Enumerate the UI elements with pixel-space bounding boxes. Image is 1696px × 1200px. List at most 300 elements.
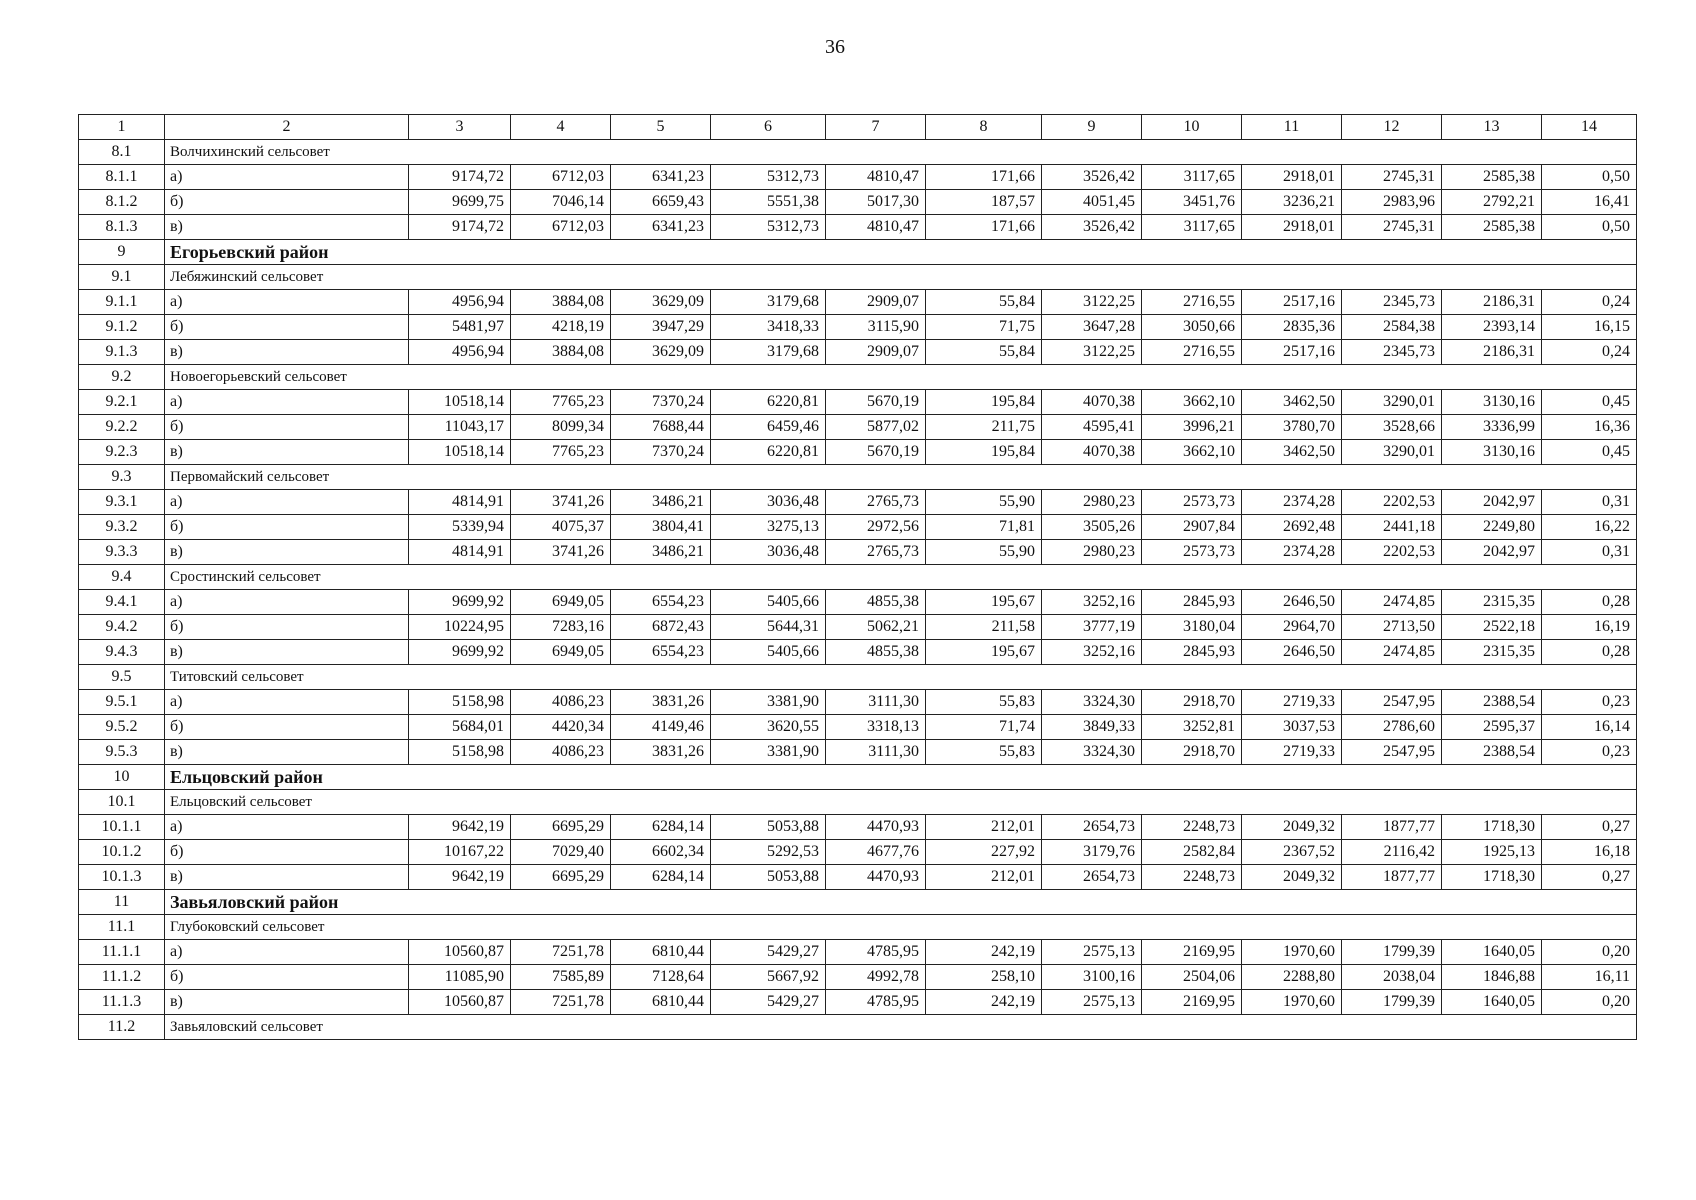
value-cell: 171,66 — [926, 215, 1042, 240]
row-code: 9.5.1 — [79, 690, 165, 715]
value-cell: 3324,30 — [1042, 690, 1142, 715]
value-cell: 2575,13 — [1042, 990, 1142, 1015]
value-cell: 6341,23 — [611, 165, 711, 190]
table-row — [79, 815, 1637, 840]
row-code: 9.1.1 — [79, 290, 165, 315]
value-cell: 4785,95 — [826, 990, 926, 1015]
value-cell: 4814,91 — [409, 540, 511, 565]
value-cell: 0,20 — [1542, 940, 1637, 965]
column-header: 9 — [1042, 115, 1142, 140]
value-cell: 4420,34 — [511, 715, 611, 740]
council-row — [79, 1015, 1637, 1040]
value-cell: 55,84 — [926, 340, 1042, 365]
value-cell: 3252,16 — [1042, 590, 1142, 615]
value-cell: 5481,97 — [409, 315, 511, 340]
row-label: в) — [165, 740, 409, 765]
value-cell: 2745,31 — [1342, 165, 1442, 190]
column-header: 2 — [165, 115, 409, 140]
value-cell: 195,67 — [926, 590, 1042, 615]
table-row — [79, 965, 1637, 990]
row-code: 9.4.3 — [79, 640, 165, 665]
value-cell: 171,66 — [926, 165, 1042, 190]
value-cell: 9642,19 — [409, 865, 511, 890]
council-row — [79, 465, 1637, 490]
value-cell: 3662,10 — [1142, 440, 1242, 465]
row-code: 8.1.2 — [79, 190, 165, 215]
value-cell: 2716,55 — [1142, 290, 1242, 315]
column-header: 3 — [409, 115, 511, 140]
value-cell: 3130,16 — [1442, 440, 1542, 465]
row-code: 11 — [79, 890, 165, 915]
value-cell: 5877,02 — [826, 415, 926, 440]
value-cell: 0,27 — [1542, 865, 1637, 890]
value-cell: 227,92 — [926, 840, 1042, 865]
value-cell: 3236,21 — [1242, 190, 1342, 215]
council-title: Лебяжинский сельсовет — [165, 265, 1637, 290]
value-cell: 2288,80 — [1242, 965, 1342, 990]
value-cell: 2745,31 — [1342, 215, 1442, 240]
row-code: 9.1 — [79, 265, 165, 290]
value-cell: 3620,55 — [711, 715, 826, 740]
council-row — [79, 790, 1637, 815]
value-cell: 3252,16 — [1042, 640, 1142, 665]
row-code: 11.1 — [79, 915, 165, 940]
value-cell: 7046,14 — [511, 190, 611, 215]
value-cell: 195,84 — [926, 440, 1042, 465]
table-row — [79, 715, 1637, 740]
column-header: 13 — [1442, 115, 1542, 140]
value-cell: 2522,18 — [1442, 615, 1542, 640]
value-cell: 7765,23 — [511, 440, 611, 465]
value-cell: 2980,23 — [1042, 490, 1142, 515]
value-cell: 3486,21 — [611, 540, 711, 565]
value-cell: 3117,65 — [1142, 165, 1242, 190]
value-cell: 3505,26 — [1042, 515, 1142, 540]
value-cell: 2713,50 — [1342, 615, 1442, 640]
value-cell: 195,67 — [926, 640, 1042, 665]
row-code: 9.3.1 — [79, 490, 165, 515]
district-title: Ельцовский район — [165, 765, 1637, 790]
value-cell: 2547,95 — [1342, 740, 1442, 765]
value-cell: 3180,04 — [1142, 615, 1242, 640]
row-label: б) — [165, 315, 409, 340]
row-label: а) — [165, 165, 409, 190]
value-cell: 6554,23 — [611, 640, 711, 665]
row-code: 8.1.3 — [79, 215, 165, 240]
value-cell: 2964,70 — [1242, 615, 1342, 640]
council-title: Ельцовский сельсовет — [165, 790, 1637, 815]
value-cell: 3996,21 — [1142, 415, 1242, 440]
value-cell: 3884,08 — [511, 340, 611, 365]
value-cell: 2116,42 — [1342, 840, 1442, 865]
row-label: в) — [165, 440, 409, 465]
row-code: 11.1.1 — [79, 940, 165, 965]
value-cell: 5292,53 — [711, 840, 826, 865]
column-header: 12 — [1342, 115, 1442, 140]
value-cell: 6284,14 — [611, 865, 711, 890]
value-cell: 2315,35 — [1442, 640, 1542, 665]
value-cell: 2474,85 — [1342, 590, 1442, 615]
value-cell: 3831,26 — [611, 690, 711, 715]
row-code: 9.4 — [79, 565, 165, 590]
value-cell: 3526,42 — [1042, 215, 1142, 240]
value-cell: 9699,75 — [409, 190, 511, 215]
value-cell: 4956,94 — [409, 340, 511, 365]
row-code: 9.5.3 — [79, 740, 165, 765]
value-cell: 5158,98 — [409, 740, 511, 765]
value-cell: 2918,01 — [1242, 165, 1342, 190]
value-cell: 6459,46 — [711, 415, 826, 440]
value-cell: 2367,52 — [1242, 840, 1342, 865]
council-title: Новоегорьевский сельсовет — [165, 365, 1637, 390]
value-cell: 6554,23 — [611, 590, 711, 615]
value-cell: 3462,50 — [1242, 440, 1342, 465]
value-cell: 3849,33 — [1042, 715, 1142, 740]
value-cell: 6712,03 — [511, 215, 611, 240]
value-cell: 6810,44 — [611, 990, 711, 1015]
value-cell: 2595,37 — [1442, 715, 1542, 740]
row-code: 9.2.1 — [79, 390, 165, 415]
value-cell: 1877,77 — [1342, 815, 1442, 840]
value-cell: 10518,14 — [409, 440, 511, 465]
value-cell: 16,41 — [1542, 190, 1637, 215]
value-cell: 3526,42 — [1042, 165, 1142, 190]
district-row — [79, 890, 1637, 915]
value-cell: 9174,72 — [409, 165, 511, 190]
value-cell: 4470,93 — [826, 815, 926, 840]
value-cell: 4677,76 — [826, 840, 926, 865]
value-cell: 3741,26 — [511, 540, 611, 565]
value-cell: 2042,97 — [1442, 490, 1542, 515]
value-cell: 2786,60 — [1342, 715, 1442, 740]
value-cell: 3117,65 — [1142, 215, 1242, 240]
value-cell: 2248,73 — [1142, 865, 1242, 890]
value-cell: 10560,87 — [409, 990, 511, 1015]
value-cell: 2202,53 — [1342, 490, 1442, 515]
value-cell: 1640,05 — [1442, 940, 1542, 965]
value-cell: 1970,60 — [1242, 990, 1342, 1015]
value-cell: 3036,48 — [711, 540, 826, 565]
column-header: 6 — [711, 115, 826, 140]
row-code: 9.3.2 — [79, 515, 165, 540]
row-label: а) — [165, 940, 409, 965]
value-cell: 2909,07 — [826, 340, 926, 365]
value-cell: 6659,43 — [611, 190, 711, 215]
value-cell: 5053,88 — [711, 865, 826, 890]
value-cell: 3036,48 — [711, 490, 826, 515]
value-cell: 2388,54 — [1442, 740, 1542, 765]
value-cell: 2719,33 — [1242, 740, 1342, 765]
value-cell: 6810,44 — [611, 940, 711, 965]
value-cell: 16,11 — [1542, 965, 1637, 990]
value-cell: 3947,29 — [611, 315, 711, 340]
value-cell: 3741,26 — [511, 490, 611, 515]
value-cell: 2646,50 — [1242, 640, 1342, 665]
row-label: б) — [165, 415, 409, 440]
value-cell: 5684,01 — [409, 715, 511, 740]
value-cell: 3528,66 — [1342, 415, 1442, 440]
value-cell: 2504,06 — [1142, 965, 1242, 990]
value-cell: 5551,38 — [711, 190, 826, 215]
row-code: 9.4.1 — [79, 590, 165, 615]
value-cell: 2692,48 — [1242, 515, 1342, 540]
row-label: б) — [165, 615, 409, 640]
value-cell: 2315,35 — [1442, 590, 1542, 615]
row-label: в) — [165, 640, 409, 665]
value-cell: 9699,92 — [409, 590, 511, 615]
row-label: а) — [165, 490, 409, 515]
value-cell: 6872,43 — [611, 615, 711, 640]
row-code: 9.5 — [79, 665, 165, 690]
value-cell: 2038,04 — [1342, 965, 1442, 990]
row-code: 9.2.2 — [79, 415, 165, 440]
value-cell: 2654,73 — [1042, 865, 1142, 890]
value-cell: 71,74 — [926, 715, 1042, 740]
value-cell: 0,27 — [1542, 815, 1637, 840]
row-label: в) — [165, 540, 409, 565]
column-header: 11 — [1242, 115, 1342, 140]
table-row — [79, 415, 1637, 440]
row-label: в) — [165, 340, 409, 365]
value-cell: 3111,30 — [826, 690, 926, 715]
value-cell: 3418,33 — [711, 315, 826, 340]
table-row — [79, 865, 1637, 890]
value-cell: 10224,95 — [409, 615, 511, 640]
column-header: 1 — [79, 115, 165, 140]
value-cell: 212,01 — [926, 815, 1042, 840]
value-cell: 3381,90 — [711, 690, 826, 715]
row-code: 11.1.3 — [79, 990, 165, 1015]
table-row — [79, 390, 1637, 415]
value-cell: 4785,95 — [826, 940, 926, 965]
value-cell: 55,90 — [926, 490, 1042, 515]
value-cell: 1925,13 — [1442, 840, 1542, 865]
value-cell: 6284,14 — [611, 815, 711, 840]
value-cell: 2980,23 — [1042, 540, 1142, 565]
row-label: б) — [165, 190, 409, 215]
column-header: 8 — [926, 115, 1042, 140]
table-row — [79, 940, 1637, 965]
value-cell: 3290,01 — [1342, 440, 1442, 465]
column-header: 7 — [826, 115, 926, 140]
row-label: б) — [165, 715, 409, 740]
value-cell: 187,57 — [926, 190, 1042, 215]
value-cell: 1718,30 — [1442, 815, 1542, 840]
council-title: Завьяловский сельсовет — [165, 1015, 1637, 1040]
value-cell: 6341,23 — [611, 215, 711, 240]
council-row — [79, 565, 1637, 590]
value-cell: 3100,16 — [1042, 965, 1142, 990]
value-cell: 2049,32 — [1242, 815, 1342, 840]
value-cell: 3629,09 — [611, 290, 711, 315]
row-label: а) — [165, 815, 409, 840]
value-cell: 1877,77 — [1342, 865, 1442, 890]
value-cell: 1799,39 — [1342, 990, 1442, 1015]
table-row — [79, 515, 1637, 540]
value-cell: 3831,26 — [611, 740, 711, 765]
value-cell: 2909,07 — [826, 290, 926, 315]
value-cell: 195,84 — [926, 390, 1042, 415]
value-cell: 2202,53 — [1342, 540, 1442, 565]
value-cell: 3884,08 — [511, 290, 611, 315]
table-row — [79, 540, 1637, 565]
value-cell: 2374,28 — [1242, 540, 1342, 565]
table-row — [79, 615, 1637, 640]
value-cell: 3115,90 — [826, 315, 926, 340]
district-title: Егорьевский район — [165, 240, 1637, 265]
value-cell: 16,15 — [1542, 315, 1637, 340]
value-cell: 0,28 — [1542, 590, 1637, 615]
council-title: Первомайский сельсовет — [165, 465, 1637, 490]
value-cell: 2573,73 — [1142, 490, 1242, 515]
row-code: 10.1.1 — [79, 815, 165, 840]
value-cell: 3179,76 — [1042, 840, 1142, 865]
value-cell: 0,23 — [1542, 690, 1637, 715]
value-cell: 3647,28 — [1042, 315, 1142, 340]
council-title: Волчихинский сельсовет — [165, 140, 1637, 165]
value-cell: 1846,88 — [1442, 965, 1542, 990]
table-row — [79, 640, 1637, 665]
value-cell: 2474,85 — [1342, 640, 1442, 665]
council-row — [79, 140, 1637, 165]
value-cell: 2585,38 — [1442, 165, 1542, 190]
value-cell: 2918,01 — [1242, 215, 1342, 240]
value-cell: 4855,38 — [826, 640, 926, 665]
value-cell: 3290,01 — [1342, 390, 1442, 415]
value-cell: 242,19 — [926, 990, 1042, 1015]
row-code: 10.1.2 — [79, 840, 165, 865]
value-cell: 4070,38 — [1042, 440, 1142, 465]
value-cell: 3451,76 — [1142, 190, 1242, 215]
value-cell: 3777,19 — [1042, 615, 1142, 640]
row-code: 10 — [79, 765, 165, 790]
value-cell: 2585,38 — [1442, 215, 1542, 240]
row-code: 9.1.2 — [79, 315, 165, 340]
value-cell: 9174,72 — [409, 215, 511, 240]
table-row — [79, 840, 1637, 865]
value-cell: 4595,41 — [1042, 415, 1142, 440]
row-label: а) — [165, 390, 409, 415]
value-cell: 2169,95 — [1142, 990, 1242, 1015]
value-cell: 4470,93 — [826, 865, 926, 890]
value-cell: 5339,94 — [409, 515, 511, 540]
value-cell: 4070,38 — [1042, 390, 1142, 415]
table-row — [79, 315, 1637, 340]
table-row — [79, 590, 1637, 615]
value-cell: 2248,73 — [1142, 815, 1242, 840]
value-cell: 7251,78 — [511, 940, 611, 965]
value-cell: 6949,05 — [511, 640, 611, 665]
row-code: 9 — [79, 240, 165, 265]
value-cell: 2393,14 — [1442, 315, 1542, 340]
row-code: 9.2.3 — [79, 440, 165, 465]
value-cell: 1799,39 — [1342, 940, 1442, 965]
row-label: в) — [165, 215, 409, 240]
value-cell: 4814,91 — [409, 490, 511, 515]
value-cell: 4810,47 — [826, 165, 926, 190]
row-code: 8.1 — [79, 140, 165, 165]
row-code: 9.2 — [79, 365, 165, 390]
value-cell: 3486,21 — [611, 490, 711, 515]
value-cell: 2835,36 — [1242, 315, 1342, 340]
value-cell: 3111,30 — [826, 740, 926, 765]
district-row — [79, 765, 1637, 790]
district-title: Завьяловский район — [165, 890, 1637, 915]
value-cell: 4855,38 — [826, 590, 926, 615]
value-cell: 3662,10 — [1142, 390, 1242, 415]
council-row — [79, 915, 1637, 940]
value-cell: 2345,73 — [1342, 340, 1442, 365]
value-cell: 2517,16 — [1242, 340, 1342, 365]
value-cell: 5405,66 — [711, 590, 826, 615]
council-row — [79, 665, 1637, 690]
value-cell: 3780,70 — [1242, 415, 1342, 440]
value-cell: 212,01 — [926, 865, 1042, 890]
value-cell: 7765,23 — [511, 390, 611, 415]
value-cell: 55,83 — [926, 690, 1042, 715]
value-cell: 5312,73 — [711, 215, 826, 240]
value-cell: 1970,60 — [1242, 940, 1342, 965]
value-cell: 7029,40 — [511, 840, 611, 865]
value-cell: 2573,73 — [1142, 540, 1242, 565]
row-label: а) — [165, 590, 409, 615]
column-header: 5 — [611, 115, 711, 140]
council-title: Глубоковский сельсовет — [165, 915, 1637, 940]
value-cell: 3130,16 — [1442, 390, 1542, 415]
value-cell: 0,45 — [1542, 440, 1637, 465]
row-code: 11.2 — [79, 1015, 165, 1040]
table-row — [79, 440, 1637, 465]
value-cell: 6602,34 — [611, 840, 711, 865]
value-cell: 5405,66 — [711, 640, 826, 665]
value-cell: 5062,21 — [826, 615, 926, 640]
value-cell: 211,75 — [926, 415, 1042, 440]
council-row — [79, 365, 1637, 390]
value-cell: 5158,98 — [409, 690, 511, 715]
row-code: 9.4.2 — [79, 615, 165, 640]
value-cell: 2441,18 — [1342, 515, 1442, 540]
value-cell: 7370,24 — [611, 440, 711, 465]
value-cell: 0,45 — [1542, 390, 1637, 415]
value-cell: 2654,73 — [1042, 815, 1142, 840]
value-cell: 6220,81 — [711, 390, 826, 415]
value-cell: 2042,97 — [1442, 540, 1542, 565]
value-cell: 10167,22 — [409, 840, 511, 865]
value-cell: 16,18 — [1542, 840, 1637, 865]
value-cell: 5312,73 — [711, 165, 826, 190]
value-cell: 3252,81 — [1142, 715, 1242, 740]
value-cell: 5429,27 — [711, 940, 826, 965]
value-cell: 3122,25 — [1042, 290, 1142, 315]
value-cell: 3462,50 — [1242, 390, 1342, 415]
value-cell: 0,50 — [1542, 215, 1637, 240]
value-cell: 71,75 — [926, 315, 1042, 340]
row-code: 8.1.1 — [79, 165, 165, 190]
value-cell: 3050,66 — [1142, 315, 1242, 340]
value-cell: 55,84 — [926, 290, 1042, 315]
value-cell: 5644,31 — [711, 615, 826, 640]
table-row — [79, 740, 1637, 765]
value-cell: 258,10 — [926, 965, 1042, 990]
value-cell: 55,83 — [926, 740, 1042, 765]
value-cell: 2765,73 — [826, 490, 926, 515]
value-cell: 7283,16 — [511, 615, 611, 640]
row-label: б) — [165, 965, 409, 990]
value-cell: 3275,13 — [711, 515, 826, 540]
value-cell: 9699,92 — [409, 640, 511, 665]
value-cell: 0,50 — [1542, 165, 1637, 190]
column-header: 4 — [511, 115, 611, 140]
